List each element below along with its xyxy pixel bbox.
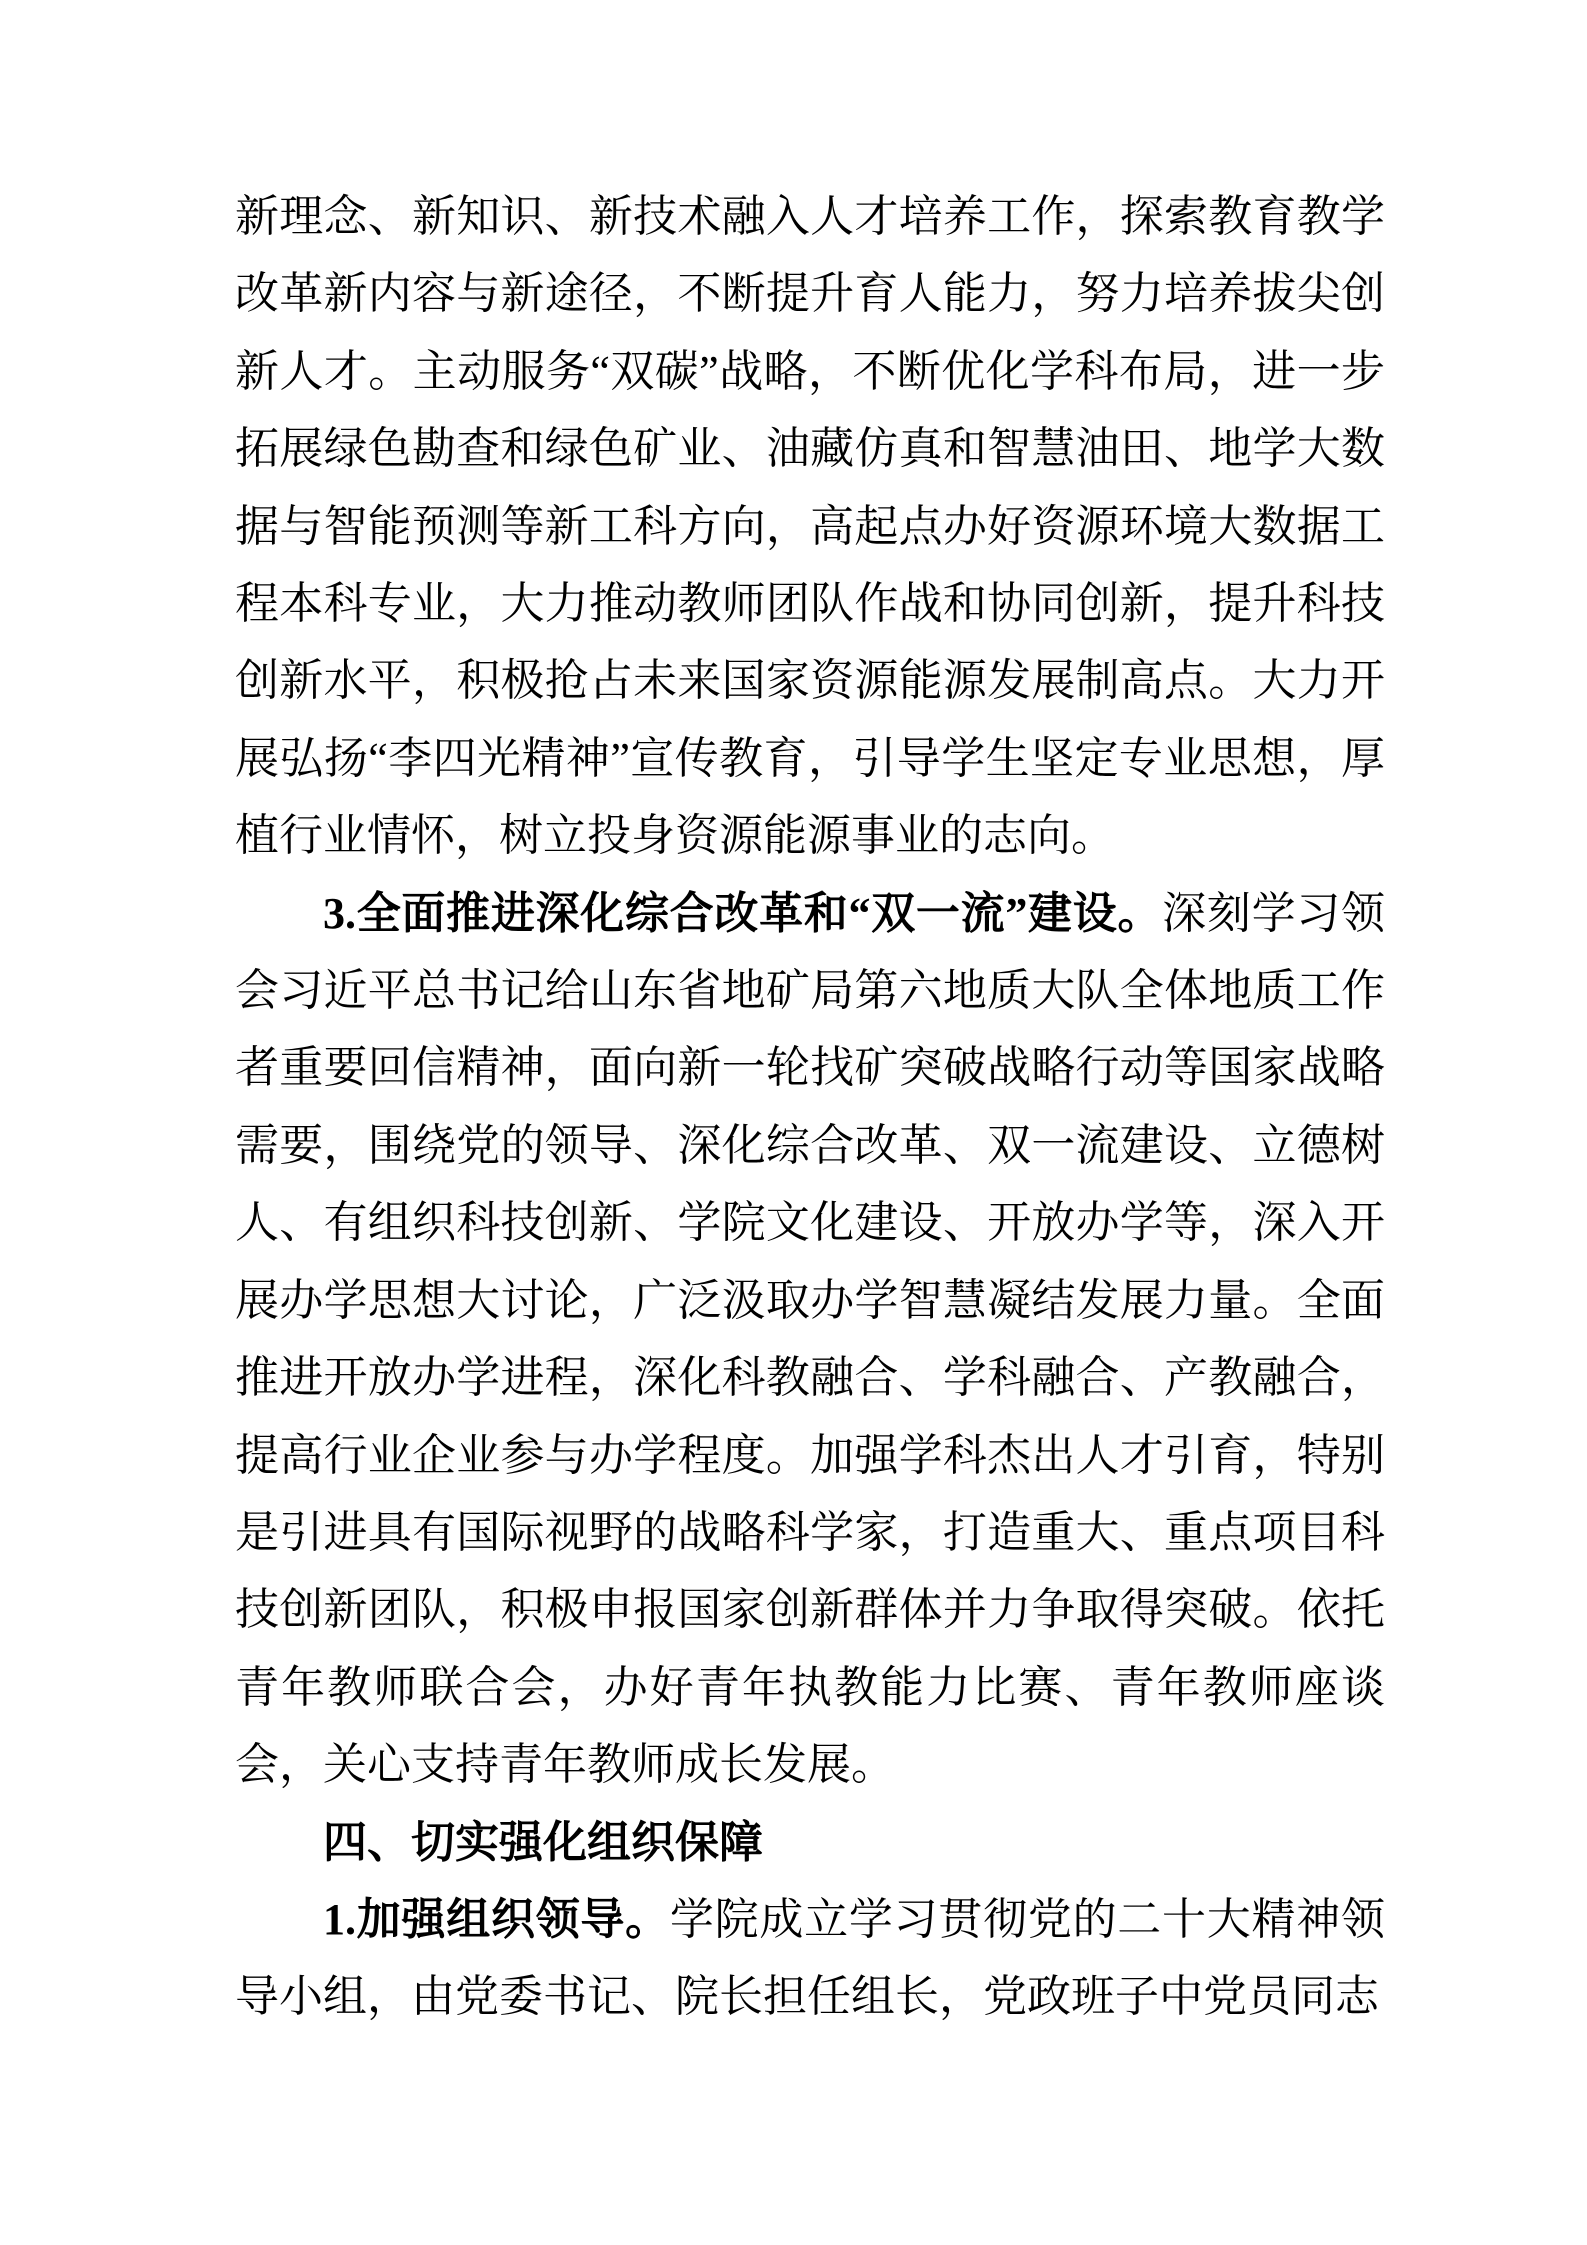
section-heading: [235, 1804, 1385, 1881]
document-body: [235, 178, 1385, 2036]
paragraph-lead-bold: 3.全面推进深化综合改革和“双一流”建设。: [323, 888, 1163, 938]
paragraph-item-1: [235, 1881, 1385, 2036]
paragraph-text: 深刻学习领会习近平总书记给山东省地矿局第六地质大队全体地质工作者重要回信精神，面向新一轮找矿突破战略行动等国家战略需要，围绕党的领导、深化综合改革、双一流建设、立德树人、有组织科技创新、学院文化建设、开放办学等，深入开展办学思想大讨论，广泛汲取办学智慧凝结发展力量。全面推进开放办学进程，深化科教融合、学科融合、产教融合，提高行业企业参与办学程度。加强学科杰出人才引育，特别是引进具有国际视野的战略科学家，打造重大、重点项目科技创新团队，积极申报国家创新群体并力争取得突破。依托青年教师联合会，办好青年执教能力比赛、青年教师座谈会，关心支持青年教师成长发展。: [235, 888, 1386, 1790]
paragraph-continuation: [235, 178, 1385, 875]
paragraph-text: 新理念、新知识、新技术融入人才培养工作，探索教育教学改革新内容与新途径，不断提升育人能力，努力培养拔尖创新人才。主动服务“双碳”战略，不断优化学科布局，进一步拓展绿色勘查和绿色矿业、油藏仿真和智慧油田、地学大数据与智能预测等新工科方向，高起点办好资源环境大数据工程本科专业，大力推动教师团队作战和协同创新，提升科技创新水平，积极抢占未来国家资源能源发展制高点。大力开展弘扬“李四光精神”宣传教育，引导学生坚定专业思想，厚植行业情怀，树立投身资源能源事业的志向。: [235, 192, 1385, 861]
section-heading-text: 四、切实强化组织保障: [323, 1817, 763, 1867]
paragraph-item-3: [235, 875, 1385, 1804]
paragraph-text: 学院成立学习贯彻党的二十大精神领导小组，由党委书记、院长担任组长，党政班子中党员同志: [235, 1894, 1386, 2022]
paragraph-lead-bold: 1.加强组织领导。: [323, 1894, 670, 1944]
